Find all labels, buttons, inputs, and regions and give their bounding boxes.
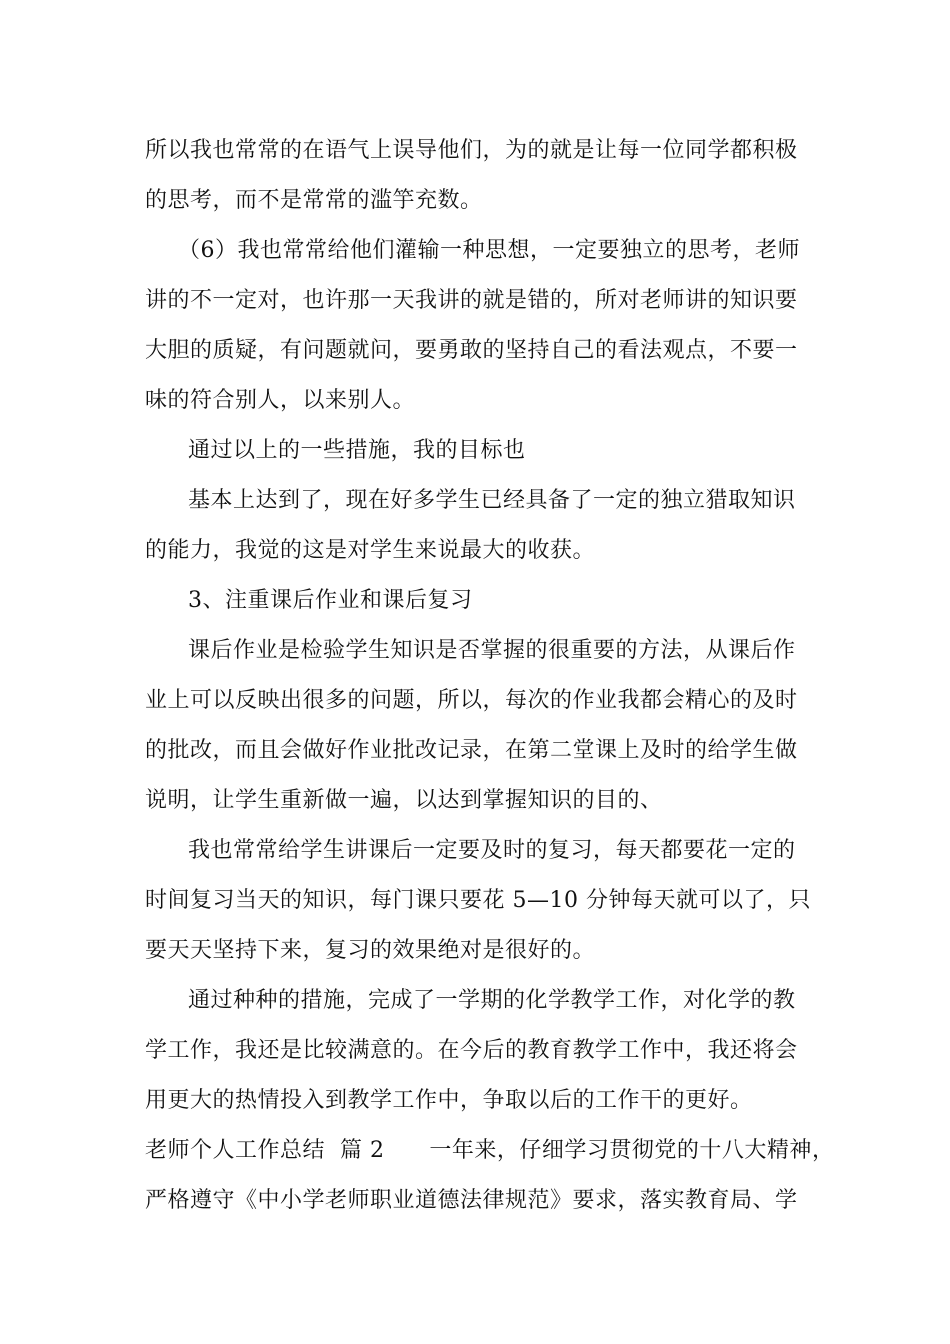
body-line: 我也常常给学生讲课后一定要及时的复习，每天都要花一定的 xyxy=(188,838,796,863)
body-line: 通过以上的一些措施，我的目标也 xyxy=(188,438,526,463)
body-line: 的能力，我觉的这是对学生来说最大的收获。 xyxy=(145,538,596,563)
body-line: 味的符合别人，以来别人。 xyxy=(145,388,416,413)
body-line: （6）我也常常给他们灌输一种思想，一定要独立的思考，老师 xyxy=(178,238,800,263)
body-line: 用更大的热情投入到教学工作中，争取以后的工作干的更好。 xyxy=(145,1088,753,1113)
body-line: 说明，让学生重新做一遍，以达到掌握知识的目的、 xyxy=(145,788,663,813)
body-line: 的思考，而不是常常的滥竽充数。 xyxy=(145,188,483,213)
body-line: 所以我也常常的在语气上误导他们，为的就是让每一位同学都积极 xyxy=(145,138,798,163)
body-line: 时间复习当天的知识，每门课只要花 5—10 分钟每天就可以了，只 xyxy=(145,888,811,913)
body-line: 要天天坚持下来，复习的效果绝对是很好的。 xyxy=(145,938,596,963)
body-line: 的批改，而且会做好作业批改记录，在第二堂课上及时的给学生做 xyxy=(145,738,798,763)
body-line: 业上可以反映出很多的问题，所以，每次的作业我都会精心的及时 xyxy=(145,688,798,713)
body-line: 基本上达到了，现在好多学生已经具备了一定的独立猎取知识 xyxy=(188,488,796,513)
body-line: 课后作业是检验学生知识是否掌握的很重要的方法，从课后作 xyxy=(188,638,796,663)
section-title-line: 老师个人工作总结 篇 2 一年来，仔细学习贯彻党的十八大精神， xyxy=(145,1138,835,1163)
body-line: 大胆的质疑，有问题就问，要勇敢的坚持自己的看法观点，不要一 xyxy=(145,338,798,363)
body-line: 学工作，我还是比较满意的。在今后的教育教学工作中，我还将会 xyxy=(145,1038,798,1063)
body-line: 通过种种的措施，完成了一学期的化学教学工作，对化学的教 xyxy=(188,988,796,1013)
section-heading: 3、注重课后作业和课后复习 xyxy=(188,588,473,613)
body-line: 讲的不一定对，也许那一天我讲的就是错的，所对老师讲的知识要 xyxy=(145,288,798,313)
body-line: 严格遵守《中小学老师职业道德法律规范》要求，落实教育局、学 xyxy=(145,1188,798,1213)
